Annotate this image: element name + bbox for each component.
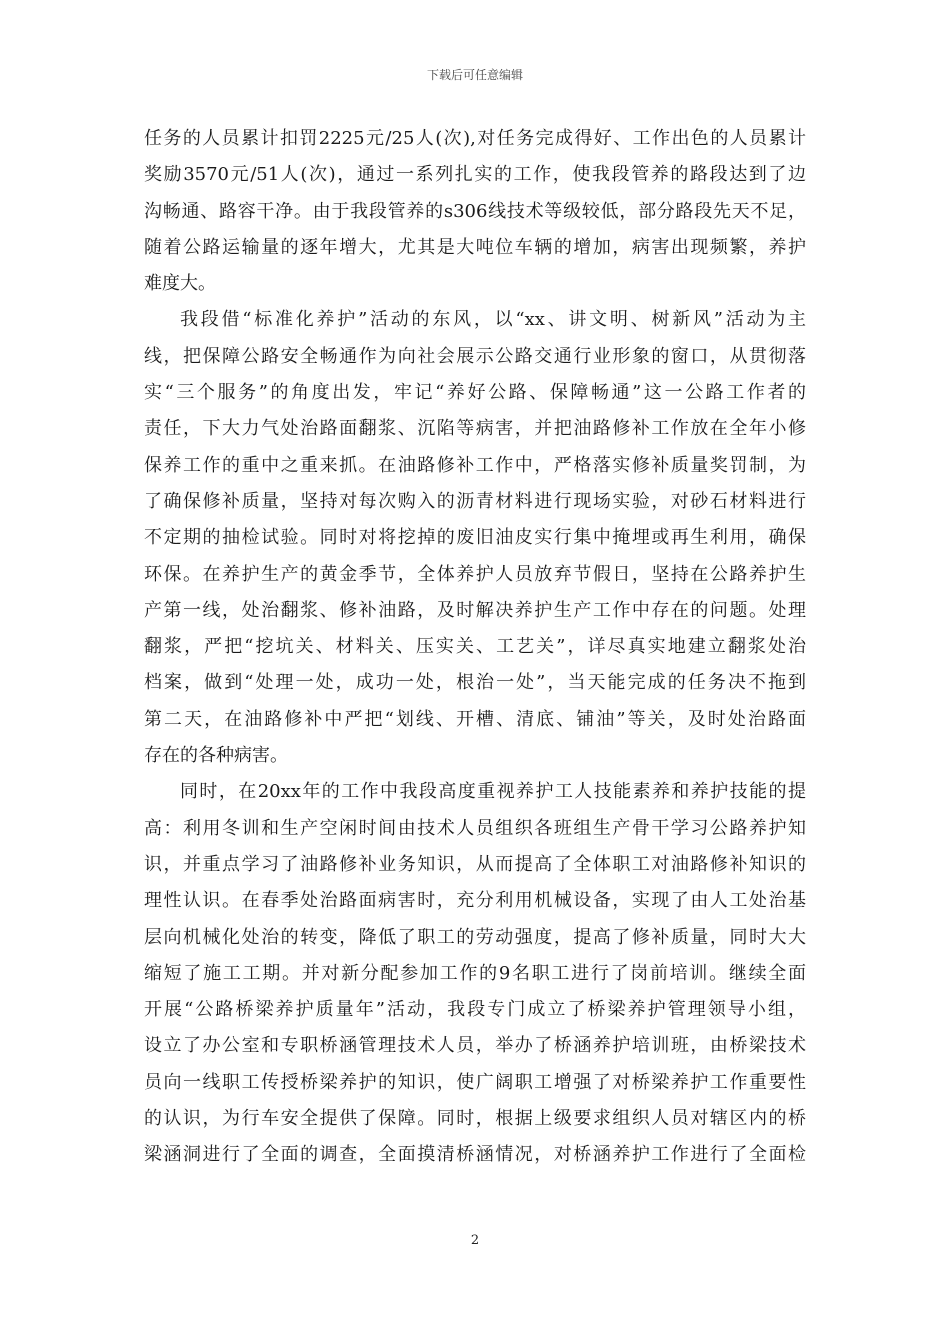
text-line: 随着公路运输量的逐年增大，尤其是大吨位车辆的增加，病害出现频繁，养护 — [144, 236, 806, 258]
text-line: 理性认识。在春季处治路面病害时，充分利用机械设备，实现了由人工处治基 — [144, 890, 806, 912]
page-number: 2 — [470, 1233, 480, 1248]
text-line: 了确保修补质量，坚持对每次购入的沥青材料进行现场实验，对砂石材料进行 — [144, 490, 806, 512]
text-line: 难度大。 — [144, 273, 216, 295]
text-line: 存在的各种病害。 — [144, 745, 288, 767]
body-text — [144, 121, 806, 1174]
text-line: 设立了办公室和专职桥涵管理技术人员，举办了桥涵养护培训班，由桥梁技术 — [144, 1035, 806, 1057]
text-line: 识，并重点学习了油路修补业务知识，从而提高了全体职工对油路修补知识的 — [144, 853, 806, 875]
text-line: 开展“公路桥梁养护质量年”活动，我段专门成立了桥梁养护管理领导小组， — [144, 999, 806, 1021]
text-line: 保养工作的重中之重来抓。在油路修补工作中，严格落实修补质量奖罚制，为 — [144, 454, 806, 476]
text-line: 员向一线职工传授桥梁养护的知识，使广阔职工增强了对桥梁养护工作重要性 — [144, 1071, 806, 1093]
text-line: 不定期的抽检试验。同时对将挖掉的废旧油皮实行集中掩埋或再生利用，确保 — [144, 527, 806, 549]
text-line: 层向机械化处治的转变，降低了职工的劳动强度，提高了修补质量，同时大大 — [144, 926, 806, 948]
text-line: 第二天，在油路修补中严把“划线、开槽、清底、铺油”等关，及时处治路面 — [144, 708, 806, 730]
paragraph-first-line: 同时，在20xx年的工作中我段高度重视养护工人技能素养和养护技能的提 — [180, 781, 806, 803]
page-header: 下载后可任意编辑 — [426, 68, 523, 82]
text-line: 责任，下大力气处治路面翻浆、沉陷等病害，并把油路修补工作放在全年小修 — [144, 418, 806, 440]
text-line: 翻浆，严把“挖坑关、材料关、压实关、工艺关”，详尽真实地建立翻浆处治 — [144, 636, 806, 658]
text-line: 任务的人员累计扣罚2225元/25人(次),对任务完成得好、工作出色的人员累计 — [144, 128, 806, 149]
text-line: 的认识，为行车安全提供了保障。同时，根据上级要求组织人员对辖区内的桥 — [144, 1108, 806, 1130]
text-line: 缩短了施工工期。并对新分配参加工作的9名职工进行了岗前培训。继续全面 — [144, 962, 806, 984]
text-line: 高：利用冬训和生产空闲时间由技术人员组织各班组生产骨干学习公路养护知 — [144, 817, 806, 839]
text-line: 环保。在养护生产的黄金季节，全体养护人员放弃节假日，坚持在公路养护生 — [144, 563, 806, 585]
text-line: 实“三个服务”的角度出发，牢记“养好公路、保障畅通”这一公路工作者的 — [144, 382, 806, 404]
text-line: 沟畅通、路容干净。由于我段管养的s306线技术等级较低，部分路段先天不足， — [144, 200, 806, 222]
text-line: 档案，做到“处理一处，成功一处，根治一处”，当天能完成的任务决不拖到 — [144, 672, 806, 694]
text-line: 梁涵洞进行了全面的调查，全面摸清桥涵情况，对桥涵养护工作进行了全面检 — [144, 1144, 806, 1166]
paragraph-first-line: 我段借“标准化养护”活动的东风，以“xx、讲文明、树新风”活动为主 — [180, 309, 806, 331]
text-line: 产第一线，处治翻浆、修补油路，及时解决养护生产工作中存在的问题。处理 — [144, 599, 806, 621]
text-line: 线，把保障公路安全畅通作为向社会展示公路交通行业形象的窗口，从贯彻落 — [144, 345, 806, 367]
text-line: 奖励3570元/51人(次)，通过一系列扎实的工作，使我段管养的路段达到了边 — [144, 164, 806, 186]
